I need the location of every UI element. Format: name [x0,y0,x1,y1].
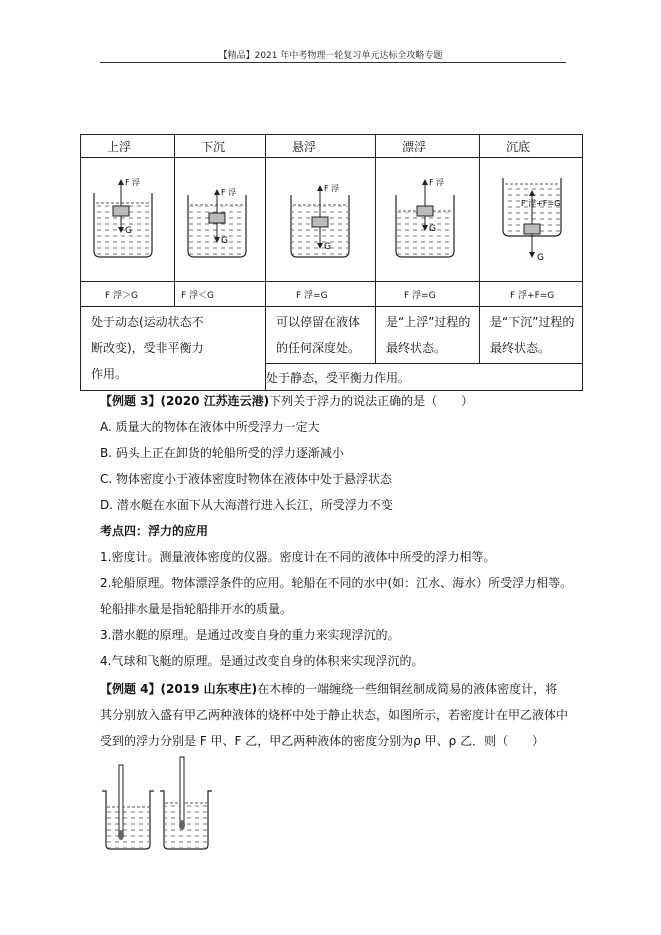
hydrometer-figure [98,755,228,855]
force-suspended: F 浮=G [296,290,328,301]
rising-gravity-label: G [124,226,132,236]
sinking-buoyancy-label: F 浮 [221,188,237,197]
beaker-jia [102,765,154,849]
example4-label: 【例题 4】 [100,682,161,696]
floating-gravity-label: G [428,224,436,234]
section4-title: 考点四：浮力的应用 [100,524,209,538]
table-description-row [81,307,583,364]
header-suspended: 悬浮 [292,139,317,154]
example4-block [100,676,568,754]
suspended-buoyancy-label: F 浮 [323,184,339,193]
force-bottom: F 浮+F=G [510,290,555,301]
bottom-force-label: F 浮+F=G [521,199,561,208]
table-header-row [81,135,583,158]
example4-source: (2019 山东枣庄) [160,682,258,696]
bottom-gravity-label: G [537,253,544,263]
example3-option-d: D. 潜水艇在水面下从大海潜行进入长江，所受浮力不变 [100,498,393,512]
static-note: 处于静态，受平衡力作用。 [266,364,583,391]
description-dynamic: 处于动态(运动状态不断改变)，受非平衡力作用。 [81,307,266,391]
rising-buoyancy-label: F 浮 [124,178,140,187]
header-floating: 漂浮 [402,139,427,154]
sinking-diagram [180,173,260,263]
section4-item-2-cont: 轮船排水量是指轮船排开水的质量。 [100,602,293,616]
sinking-gravity-label: G [221,236,228,246]
example4-text: 在木棒的一端缠绕一些细铜丝制成简易的液体密度计，将其分别放入盛有甲乙两种液体的烧杯中处于静止状态，如图所示，若密度计在甲乙液体中受到的浮力分别是 F 甲、F 乙，甲乙两种液体的密度分别为ρ 甲、ρ 乙．则（ ） [100,682,569,748]
section4-item-3: 3.潜水艇的原理。是通过改变自身的重力来实现浮沉的。 [100,628,400,642]
example3-question: 下列关于浮力的说法正确的是（ ） [269,394,474,408]
suspended-gravity-label: G [323,242,331,252]
example3-option-a: A. 质量大的物体在液体中所受浮力一定大 [100,420,320,434]
header-divider [100,62,566,63]
section4-item-2: 2.轮船原理。物体漂浮条件的应用。轮船在不同的水中(如：江水、海水）所受浮力相等。 [100,576,573,590]
buoyancy-states-table [80,134,583,391]
suspended-diagram [281,173,361,263]
force-sinking: F 浮＜G [181,290,215,301]
force-floating: F 浮=G [404,290,436,301]
example3-source: (2020 江苏连云港) [160,394,270,408]
example3-option-c: C. 物体密度小于液体密度时物体在液体中处于悬浮状态 [100,472,393,486]
example3-label: 【例题 3】 [100,394,161,408]
beaker-yi [160,757,212,849]
section4-item-1: 1.密度计。测量液体密度的仪器。密度计在不同的液体中所受的浮力相等。 [100,550,496,564]
table-force-row [81,282,583,307]
description-suspended: 可以停留在液体的任何深度处。 [266,307,376,364]
description-floating: 是“上浮”过程的最终状态。 [376,307,480,364]
force-rising: F 浮＞G [105,290,139,301]
header-rising: 上浮 [107,139,132,154]
example3-option-b: B. 码头上正在卸货的轮船所受的浮力逐渐减小 [100,446,344,460]
section4-item-4: 4.气球和飞艇的原理。是通过改变自身的体积来实现浮沉的。 [100,654,424,668]
header-sinking: 下沉 [201,139,226,154]
header-bottom: 沉底 [506,139,531,154]
bottom-diagram [491,168,571,268]
floating-diagram [388,173,468,263]
table-diagram-row [81,158,583,282]
description-bottom: 是“下沉”过程的最终状态。 [480,307,583,364]
floating-buoyancy-label: F 浮 [428,178,444,187]
header-title: 【精品】2021 年中考物理一轮复习单元达标全攻略专题 [218,51,443,61]
example3-heading [100,392,473,409]
rising-diagram [88,173,168,263]
